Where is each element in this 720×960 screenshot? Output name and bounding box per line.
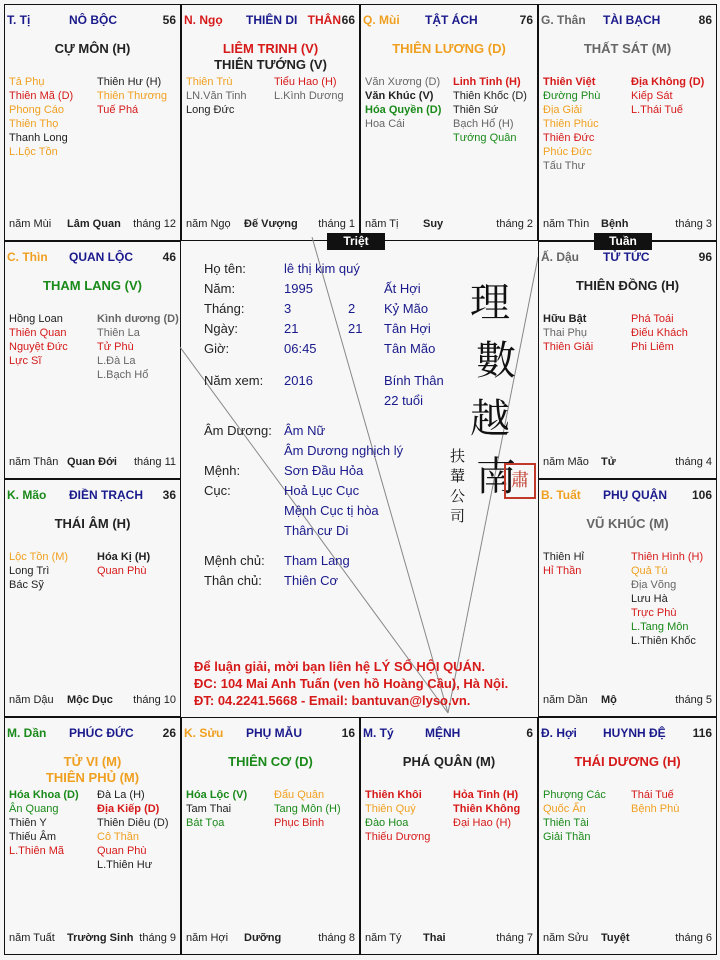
palace-age: 16 — [341, 726, 355, 740]
calligraphy-char: 數 — [476, 338, 516, 384]
palace-cell-suu — [181, 717, 360, 955]
minor-stars-right — [631, 312, 688, 354]
main-star: THIÊN CƠ (D) — [228, 754, 313, 769]
minor-star: Lực Sĩ — [9, 355, 42, 367]
main-star: THIÊN LƯƠNG (D) — [392, 41, 506, 56]
palace-month: tháng 8 — [318, 932, 355, 944]
palace-branch: B. Tuất — [541, 488, 581, 502]
info-label: Tháng: — [204, 301, 245, 316]
palace-branch: G. Thân — [541, 13, 586, 27]
palace-year: năm Dậu — [9, 694, 54, 706]
minor-stars-left — [365, 788, 430, 844]
palace-name: NÔ BỘC — [69, 13, 117, 27]
main-star: THÁI ÂM (H) — [54, 516, 131, 531]
palace-header — [184, 726, 357, 742]
palace-name: PHÚC ĐỨC — [69, 726, 134, 740]
minor-star: Đào Hoa — [365, 817, 409, 829]
main-star: TỬ VI (M) — [63, 754, 122, 769]
minor-star: L.Bạch Hổ — [97, 369, 149, 381]
minor-star: Quốc Ấn — [543, 803, 586, 815]
minor-star: Thiên Khôi — [365, 789, 422, 801]
minor-star: Linh Tinh (H) — [453, 76, 521, 88]
calligraphy-char: 南 — [476, 454, 516, 500]
minor-star: Hỉ Thần — [543, 565, 582, 577]
minor-star: Tiểu Hao (H) — [274, 76, 337, 88]
info-label: Giờ: — [204, 341, 230, 356]
minor-stars-left — [186, 75, 247, 117]
minor-star: Hỏa Tinh (H) — [453, 789, 519, 801]
minor-star: Hóa Khoa (D) — [9, 789, 79, 801]
palace-tag: THÂN — [307, 13, 341, 27]
palace-branch: K. Sửu — [184, 726, 224, 740]
info-value-1: 21 — [284, 321, 299, 336]
palace-name: PHỤ QUẬN — [603, 488, 668, 502]
minor-star: Thiên La — [97, 327, 140, 339]
palace-cell-dau — [538, 241, 717, 479]
minor-star: Thiên Y — [9, 817, 47, 829]
minor-star: Ân Quang — [9, 803, 59, 815]
minor-star: Văn Xương (D) — [365, 76, 441, 88]
minor-star: Thai Phụ — [543, 327, 588, 339]
palace-header — [7, 488, 178, 504]
minor-star: L.Lộc Tồn — [9, 146, 58, 158]
minor-stars-right — [631, 550, 703, 648]
minor-stars-left — [543, 312, 593, 354]
minor-stars-right — [97, 788, 169, 872]
minor-stars-right — [97, 312, 179, 382]
main-star: PHÁ QUÂN (M) — [402, 754, 496, 769]
palace-header — [7, 250, 178, 266]
palace-cell-ty — [360, 717, 538, 955]
palace-header — [541, 726, 714, 742]
minor-star: Thiên Quý — [365, 803, 416, 815]
info-label: Họ tên: — [204, 261, 246, 276]
palace-cell-dan — [4, 717, 181, 955]
palace-cell-hoi — [538, 717, 717, 955]
info-label: Năm: — [204, 281, 236, 296]
minor-star: Thiên Không — [453, 803, 521, 815]
palace-age: 86 — [698, 13, 712, 27]
year-view-row — [204, 373, 263, 388]
minor-star: Thiên Thương — [97, 90, 168, 102]
minor-star: Hồng Loan — [9, 313, 63, 325]
palace-header — [541, 488, 714, 504]
minor-star: Tấu Thư — [543, 160, 586, 172]
minor-star: Quan Phù — [97, 565, 147, 577]
minor-star: Tuế Phá — [97, 104, 139, 116]
palace-branch: Đ. Hợi — [541, 726, 577, 740]
minor-star: Phong Cáo — [9, 104, 65, 116]
main-star: THÁI DƯƠNG (H) — [574, 754, 681, 769]
palace-month: tháng 12 — [133, 218, 176, 230]
contact-line-2: ĐC: 104 Mai Anh Tuấn (ven hồ Hoàng Cầu), Hà Nội. — [194, 676, 509, 691]
prop-value: Âm Dương nghịch lý — [284, 443, 404, 458]
main-star: CỰ MÔN (H) — [54, 41, 131, 56]
palace-month: tháng 11 — [133, 456, 176, 468]
minor-star: Quan Phù — [97, 845, 147, 857]
info-value-1: 3 — [284, 301, 292, 316]
info-value-1: 1995 — [284, 281, 313, 296]
info-value-3: Kỷ Mão — [384, 301, 429, 316]
minor-star: Bạch Hổ (H) — [453, 118, 514, 130]
palace-branch: Ấ. Dậu — [541, 250, 580, 264]
palace-branch: K. Mão — [7, 488, 47, 502]
prop-label: Cục: — [204, 483, 231, 498]
palace-month: tháng 9 — [139, 932, 176, 944]
info-value-1: lê thị kim quý — [284, 261, 360, 276]
minor-stars-left — [543, 550, 584, 578]
than-chu-label: Thân chủ: — [204, 573, 262, 588]
palace-age: 36 — [162, 488, 176, 502]
palace-stage: Tuyệt — [601, 932, 630, 944]
minor-star: Phượng Các — [543, 789, 606, 801]
palace-header — [7, 726, 178, 742]
main-star: VŨ KHÚC (M) — [586, 516, 669, 531]
palace-cell-than — [538, 4, 717, 241]
palace-stage: Dưỡng — [244, 932, 282, 944]
info-value-2: 2 — [348, 301, 356, 316]
palace-year: năm Mão — [543, 456, 589, 468]
minor-stars-left — [186, 788, 247, 830]
minor-star: Tang Môn (H) — [274, 803, 341, 815]
prop-value: Âm Nữ — [284, 423, 326, 438]
palace-year: năm Tý — [365, 932, 402, 944]
minor-star: Thiếu Dương — [365, 831, 431, 843]
minor-star: Bác Sỹ — [9, 579, 44, 591]
palace-cell-ti — [4, 4, 181, 241]
minor-star: Kiếp Sát — [631, 90, 673, 102]
palace-name: HUYNH ĐỆ — [603, 726, 666, 740]
minor-star: L.Kình Dương — [274, 90, 344, 102]
palace-name: PHỤ MẪU — [246, 726, 302, 740]
palace-header — [184, 13, 357, 29]
palace-stage: Bệnh — [601, 218, 629, 230]
minor-star: Bệnh Phù — [631, 803, 680, 815]
minor-star: Hóa Quyền (D) — [365, 104, 442, 116]
palace-cell-ngo — [181, 4, 360, 241]
palace-footer — [186, 932, 355, 946]
prop-label: Âm Dương: — [204, 423, 272, 438]
palace-cell-tuat — [538, 479, 717, 717]
minor-stars-right — [453, 788, 520, 830]
palace-branch: T. Tị — [7, 13, 31, 27]
minor-star: Thiên Hư (H) — [97, 76, 162, 88]
minor-star: Tả Phụ — [9, 76, 45, 88]
palace-branch: Q. Mùi — [363, 13, 400, 27]
minor-star: Phúc Đức — [543, 146, 592, 158]
palace-age: 26 — [162, 726, 176, 740]
menh-chu-label: Mệnh chủ: — [204, 553, 265, 568]
main-star: THIÊN PHỦ (M) — [45, 770, 140, 785]
contact-line-1: Để luận giải, mời bạn liên hệ LÝ SỐ HỘI QUÁN. — [194, 659, 485, 674]
palace-header — [363, 726, 535, 742]
minor-star: Thái Tuế — [631, 789, 674, 801]
palace-age: 116 — [692, 726, 712, 740]
palace-month: tháng 4 — [675, 456, 712, 468]
minor-star: Hoa Cái — [365, 118, 405, 130]
palace-footer — [365, 218, 533, 232]
minor-star: Quả Tú — [631, 565, 668, 577]
minor-stars-right — [274, 788, 341, 830]
calligraphy-char: 理 — [470, 280, 510, 326]
minor-star: Thiên Hỉ — [543, 551, 584, 563]
palace-stage: Mộ — [601, 694, 617, 706]
palace-month: tháng 6 — [675, 932, 712, 944]
year-view-value: 2016 — [284, 373, 313, 388]
minor-stars-right — [453, 75, 527, 145]
palace-year: năm Thân — [9, 456, 59, 468]
main-star: THIÊN TƯỚNG (V) — [214, 57, 327, 72]
palace-year: năm Tuất — [9, 932, 55, 944]
minor-star: Phi Liêm — [631, 341, 674, 353]
minor-star: L.Tang Môn — [631, 621, 689, 633]
minor-stars-left — [9, 75, 73, 159]
palace-footer — [543, 218, 712, 232]
minor-star: Thiên Phúc — [543, 118, 599, 130]
palace-name: ĐIỀN TRẠCH — [69, 488, 143, 502]
minor-star: Bát Tọa — [186, 817, 225, 829]
minor-stars-left — [543, 75, 600, 173]
menh-chu-value: Tham Lang — [284, 553, 350, 568]
palace-month: tháng 7 — [496, 932, 533, 944]
palace-month: tháng 3 — [675, 218, 712, 230]
minor-stars-left — [9, 550, 68, 592]
info-value-1: 06:45 — [284, 341, 317, 356]
minor-star: Thiên Quan — [9, 327, 67, 339]
center-info-panel — [180, 237, 538, 715]
minor-star: L.Thiên Khốc — [631, 635, 696, 647]
minor-star: Trực Phù — [631, 607, 677, 619]
minor-star: L.Thái Tuế — [631, 104, 683, 116]
palace-footer — [186, 218, 355, 232]
minor-star: Long Trì — [9, 565, 50, 577]
palace-cell-thin — [4, 241, 181, 479]
minor-stars-left — [543, 788, 606, 844]
minor-stars-right — [631, 788, 679, 816]
triet-badge: Triệt — [327, 233, 385, 250]
main-star: THIÊN ĐỒNG (H) — [575, 278, 680, 293]
small-calligraphy-char: 司 — [450, 507, 466, 525]
palace-footer — [9, 932, 176, 946]
palace-header — [541, 13, 714, 29]
prop-value: Hoả Lục Cục — [284, 483, 360, 498]
minor-star: Thiên Tài — [543, 817, 589, 829]
minor-star: Cô Thần — [97, 831, 139, 843]
than-chu-value: Thiên Cơ — [284, 573, 339, 588]
minor-star: Nguyệt Đức — [9, 341, 68, 353]
minor-star: Thiên Giải — [543, 341, 594, 353]
palace-stage: Lâm Quan — [67, 218, 121, 230]
palace-footer — [543, 456, 712, 470]
palace-cell-mao — [4, 479, 181, 717]
minor-star: Thanh Long — [9, 132, 68, 144]
palace-month: tháng 5 — [675, 694, 712, 706]
prop-label: Mệnh: — [204, 463, 241, 478]
minor-star: L.Thiên Mã — [9, 845, 65, 857]
minor-stars-right — [97, 550, 150, 578]
palace-footer — [543, 932, 712, 946]
minor-stars-right — [274, 75, 344, 103]
minor-star: Thiên Hình (H) — [631, 551, 704, 563]
small-calligraphy-char: 扶 — [450, 447, 466, 465]
age-value: 22 tuổi — [384, 393, 424, 408]
minor-star: Thiên Trù — [186, 76, 233, 88]
minor-star: Tướng Quân — [453, 132, 517, 144]
minor-star: Kình dương (D) — [97, 313, 179, 325]
palace-footer — [9, 218, 176, 232]
small-calligraphy-char: 輦 — [450, 467, 466, 485]
info-label: Ngày: — [204, 321, 238, 336]
info-value-2: 21 — [348, 321, 363, 336]
prop-value: Thân cư Di — [284, 523, 349, 538]
minor-star: Địa Võng — [631, 579, 677, 591]
palace-branch: M. Dần — [7, 726, 47, 740]
palace-branch: N. Ngọ — [184, 13, 223, 27]
palace-age: 106 — [691, 488, 712, 502]
minor-star: Địa Kiếp (D) — [97, 803, 160, 815]
palace-year: năm Hợi — [186, 932, 229, 944]
palace-name: TỬ TỨC — [603, 250, 650, 264]
minor-star: Thiên Thọ — [9, 118, 59, 130]
palace-stage: Đế Vượng — [244, 218, 298, 230]
info-value-3: Tân Mão — [384, 341, 436, 356]
palace-year: năm Sửu — [543, 932, 589, 944]
palace-stage: Mộc Dục — [67, 694, 113, 706]
minor-stars-left — [9, 312, 68, 368]
minor-star: Tử Phù — [97, 341, 134, 353]
palace-stage: Tử — [601, 456, 616, 468]
minor-star: LN.Văn Tinh — [186, 90, 247, 102]
minor-star: Đà La (H) — [97, 789, 145, 801]
palace-footer — [543, 694, 712, 708]
palace-stage: Trường Sinh — [67, 932, 134, 944]
palace-footer — [9, 456, 176, 470]
minor-stars-left — [365, 75, 441, 131]
minor-star: Hữu Bật — [543, 313, 587, 325]
minor-star: Thiên Việt — [543, 76, 596, 88]
palace-age: 56 — [162, 13, 176, 27]
palace-year: năm Mùi — [9, 218, 52, 230]
minor-star: Lưu Hà — [631, 593, 668, 605]
prop-value: Mệnh Cục tị hòa — [284, 503, 379, 518]
minor-star: Long Đức — [186, 104, 235, 116]
main-star: LIÊM TRINH (V) — [222, 41, 319, 56]
minor-star: Điếu Khách — [631, 327, 688, 339]
small-calligraphy-char: 公 — [450, 487, 466, 505]
minor-star: Hóa Lộc (V) — [186, 789, 248, 801]
minor-star: Thiên Diêu (D) — [97, 817, 169, 829]
palace-year: năm Dần — [543, 694, 588, 706]
palace-header — [363, 13, 535, 29]
year-view-can: Bính Thân — [384, 373, 444, 388]
minor-star: Giải Thần — [543, 831, 591, 843]
minor-star: L.Đà La — [97, 355, 136, 367]
palace-month: tháng 1 — [318, 218, 355, 230]
main-star: THAM LANG (V) — [43, 278, 142, 293]
minor-star: Địa Không (D) — [631, 76, 705, 88]
palace-header — [7, 13, 178, 29]
palace-name: THIÊN DI — [246, 13, 298, 27]
palace-age: 6 — [526, 726, 533, 740]
tuan-badge: Tuần — [594, 233, 652, 250]
palace-name: QUAN LỘC — [69, 250, 133, 264]
info-value-3: Ất Hợi — [384, 281, 421, 296]
minor-star: Phá Toái — [631, 313, 674, 325]
minor-star: Thiên Khốc (D) — [453, 90, 527, 102]
minor-star: Phục Binh — [274, 817, 325, 829]
palace-branch: M. Tý — [363, 726, 394, 740]
palace-stage: Thai — [423, 932, 446, 944]
palace-stage: Quan Đới — [67, 456, 117, 468]
prop-value: Sơn Đầu Hỏa — [284, 463, 364, 478]
calligraphy-char: 越 — [470, 396, 510, 442]
red-seal: 肅 — [504, 463, 536, 499]
info-value-3: Tân Hợi — [384, 321, 431, 336]
minor-star: Thiên Mã (D) — [9, 90, 74, 102]
minor-star: Thiên Sứ — [453, 104, 499, 116]
main-star: THẤT SÁT (M) — [583, 41, 672, 56]
minor-star: Địa Giải — [543, 104, 583, 116]
palace-year: năm Ngọ — [186, 218, 231, 230]
minor-star: Thiên Đức — [543, 132, 595, 144]
palace-year: năm Tị — [365, 218, 399, 230]
minor-star: Tam Thai — [186, 803, 232, 815]
minor-stars-right — [97, 75, 167, 117]
minor-star: Đẩu Quân — [274, 789, 325, 801]
minor-stars-left — [9, 788, 79, 858]
palace-age: 46 — [162, 250, 176, 264]
minor-star: Văn Khúc (V) — [365, 90, 434, 102]
palace-cell-mui — [360, 4, 538, 241]
palace-footer — [365, 932, 533, 946]
year-view-label: Năm xem: — [204, 373, 264, 388]
palace-name: TẬT ÁCH — [425, 13, 478, 27]
palace-age: 76 — [519, 13, 533, 27]
minor-star: Đại Hao (H) — [453, 817, 512, 829]
palace-month: tháng 2 — [496, 218, 533, 230]
minor-star: L.Thiên Hư — [97, 859, 153, 871]
palace-year: năm Thìn — [543, 218, 590, 230]
palace-month: tháng 10 — [133, 694, 176, 706]
palace-branch: C. Thìn — [7, 250, 48, 264]
palace-name: MỆNH — [425, 726, 461, 740]
minor-star: Hóa Kị (H) — [97, 551, 151, 563]
palace-footer — [9, 694, 176, 708]
minor-star: Đường Phù — [543, 90, 601, 102]
minor-star: Thiếu Âm — [9, 831, 57, 843]
contact-line-3: ĐT: 04.2241.5668 - Email: bantuvan@lyso.vn. — [194, 693, 471, 708]
minor-stars-right — [631, 75, 704, 117]
palace-age: 96 — [698, 250, 712, 264]
palace-name: TÀI BẠCH — [603, 13, 661, 27]
minor-star: Lộc Tồn (M) — [9, 551, 69, 563]
palace-age: 66 — [341, 13, 355, 27]
palace-header — [541, 250, 714, 266]
palace-stage: Suy — [423, 218, 444, 230]
